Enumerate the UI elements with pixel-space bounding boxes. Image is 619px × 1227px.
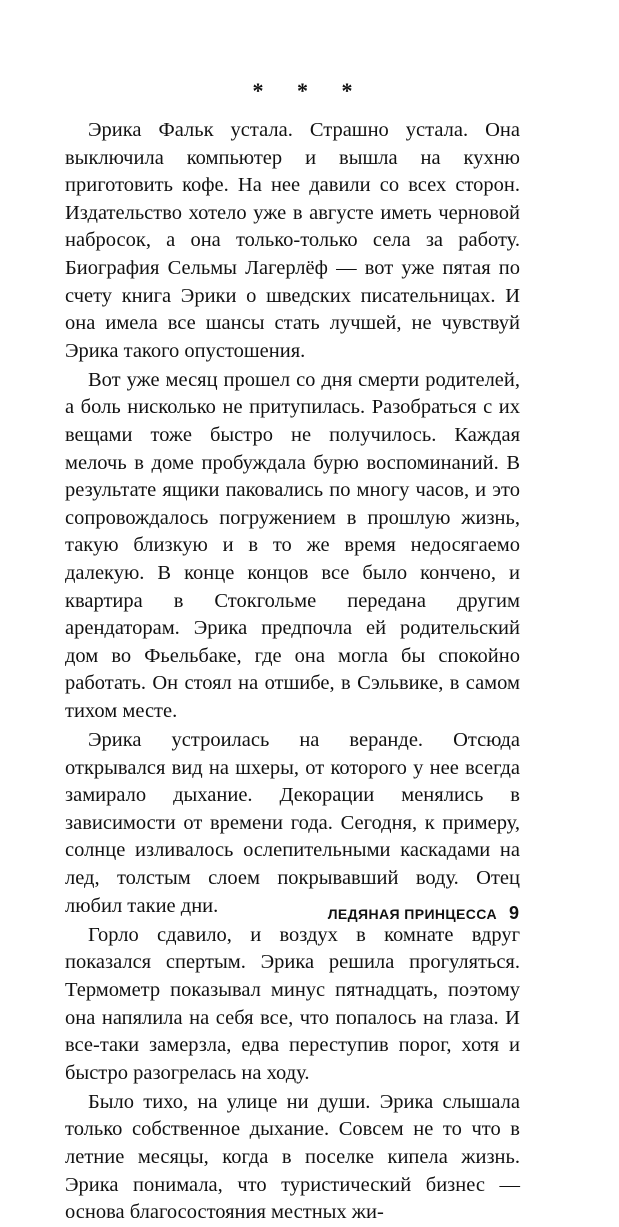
paragraph: Эрика устроилась на веранде. Отсюда открывался вид на шхеры, от которого у нее всегда замирало дыхание. Декорации менялись в зависимости от времени года. Сегодня, к примеру, солнце изливалось ослепительными каскадами на лед, толстым слоем покрывавший воду. Отец любил такие дни. — [65, 729, 520, 917]
paragraph: Эрика Фальк устала. Страшно устала. Она выключила компьютер и вышла на кухню приготовить кофе. На нее давили со всех сторон. Издательство хотело уже в августе иметь черновой набросок, а она только-только села за работу. Биография Сельмы Лагерлёф — вот уже пятая по счету книга Эрики о шведских писательницах. И она имела все шансы стать лучшей, не чувствуй Эрика такого опустошения. — [65, 119, 520, 362]
section-separator: * * * — [252, 78, 367, 103]
main-text — [65, 117, 520, 1227]
page-number: 9 — [508, 903, 519, 923]
paragraph: Горло сдавило, и воздух в комнате вдруг показался спертым. Эрика решила прогуляться. Термометр показывал минус пятнадцать, поэтому она напялила на себя все, что попалось на глаза. И все-таки замерзла, едва переступив порог, хотя и быстро разогрелась на ходу. — [65, 923, 520, 1084]
paragraph: Вот уже месяц прошел со дня смерти родителей, а боль нисколько не притупилась. Разобраться с их вещами тоже быстро не получилось. Каждая мелочь в доме пробуждала бурю воспоминаний. В результате ящики паковались по многу часов, и это сопровождалось погружением в прошлую жизнь, такую близкую и в то же время недосягаемо далекую. В конце концов все было кончено, и квартира в Стокгольме передана другим арендаторам. Эрика предпочла ей родительский дом во Фьельбаке, где она могла бы спокойно работать. Он стоял на отшибе, в Сэльвике, в самом тихом месте. — [65, 368, 520, 722]
running-title: ЛЕДЯНАЯ ПРИНЦЕССА — [327, 906, 497, 922]
page-footer — [328, 903, 519, 924]
paragraph: Было тихо, на улице ни души. Эрика слышала только собственное дыхание. Совсем не то что в летние месяцы, когда в поселке кипела жизнь. Эрика понимала, что туристический бизнес — основа благосостояния местных жи- — [65, 1090, 520, 1224]
